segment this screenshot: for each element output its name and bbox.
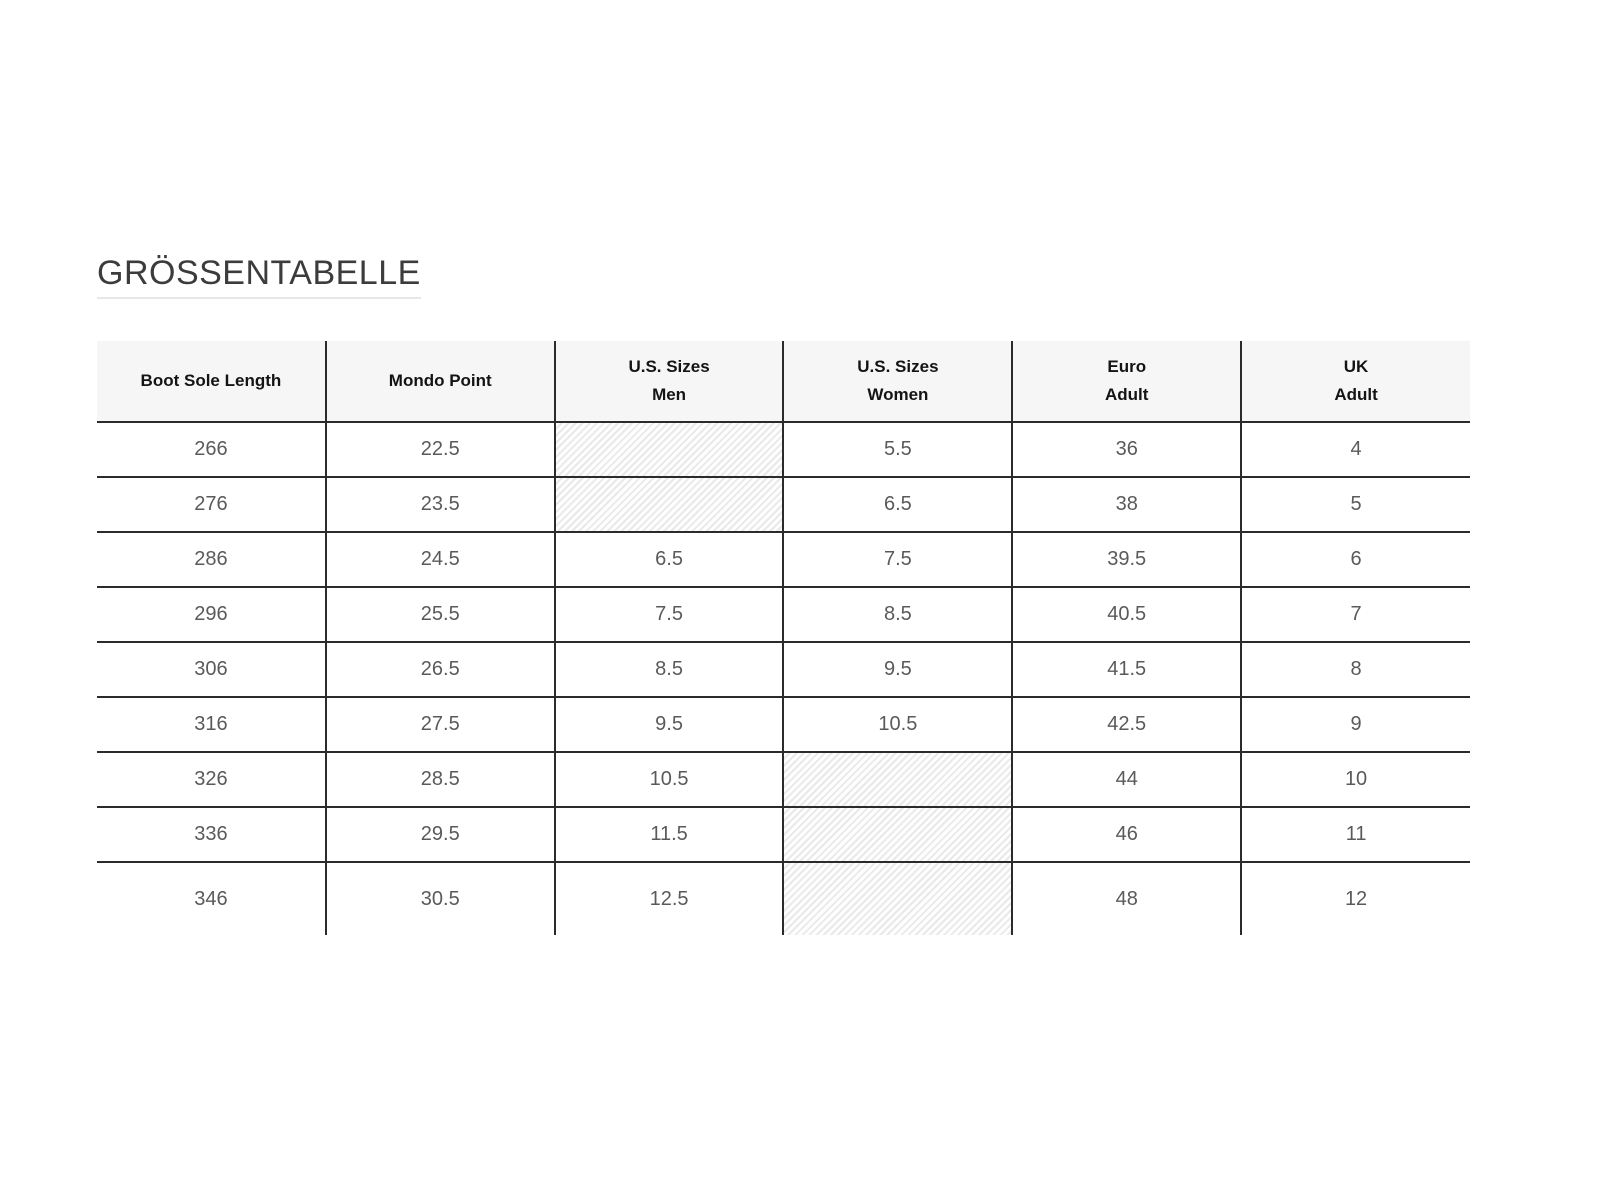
table-cell: 46 bbox=[1012, 807, 1241, 862]
header-row bbox=[97, 341, 1470, 422]
column-header-u-s-sizes-women bbox=[783, 341, 1012, 422]
table-cell: 10.5 bbox=[783, 697, 1012, 752]
table-cell: 306 bbox=[97, 642, 326, 697]
column-header-sublabel: Adult bbox=[1334, 385, 1378, 404]
table-cell: 6.5 bbox=[555, 532, 784, 587]
column-header-label: U.S. Sizes bbox=[857, 357, 939, 376]
table-cell-no-size bbox=[555, 422, 784, 477]
column-header-label: U.S. Sizes bbox=[628, 357, 710, 376]
table-cell: 12.5 bbox=[555, 862, 784, 935]
table-cell: 286 bbox=[97, 532, 326, 587]
table-row-4 bbox=[97, 642, 1470, 697]
column-header-u-s-sizes-men bbox=[555, 341, 784, 422]
table-cell: 5 bbox=[1241, 477, 1470, 532]
table-cell-no-size bbox=[783, 807, 1012, 862]
table-cell: 39.5 bbox=[1012, 532, 1241, 587]
table-cell: 24.5 bbox=[326, 532, 555, 587]
table-cell: 11.5 bbox=[555, 807, 784, 862]
table-cell: 9.5 bbox=[783, 642, 1012, 697]
column-header-label: UK bbox=[1343, 357, 1369, 376]
table-cell: 10 bbox=[1241, 752, 1470, 807]
table-cell: 6 bbox=[1241, 532, 1470, 587]
table-cell: 336 bbox=[97, 807, 326, 862]
column-header-euro-adult bbox=[1012, 341, 1241, 422]
table-row-7 bbox=[97, 807, 1470, 862]
table-cell: 30.5 bbox=[326, 862, 555, 935]
table-cell: 8.5 bbox=[783, 587, 1012, 642]
table-cell-no-size bbox=[783, 862, 1012, 935]
table-cell: 266 bbox=[97, 422, 326, 477]
table-cell: 5.5 bbox=[783, 422, 1012, 477]
table-row-5 bbox=[97, 697, 1470, 752]
table-cell: 326 bbox=[97, 752, 326, 807]
table-cell: 276 bbox=[97, 477, 326, 532]
table-cell: 6.5 bbox=[783, 477, 1012, 532]
table-cell: 296 bbox=[97, 587, 326, 642]
table-cell: 29.5 bbox=[326, 807, 555, 862]
table-cell: 26.5 bbox=[326, 642, 555, 697]
table-cell: 8 bbox=[1241, 642, 1470, 697]
table-cell: 28.5 bbox=[326, 752, 555, 807]
table-cell: 346 bbox=[194, 887, 228, 910]
table-cell-no-size bbox=[555, 477, 784, 532]
table-cell: 7.5 bbox=[555, 587, 784, 642]
column-header-label: Mondo Point bbox=[388, 371, 492, 390]
column-header-label: Boot Sole Length bbox=[140, 371, 282, 390]
table-cell: 38 bbox=[1012, 477, 1241, 532]
size-table-body bbox=[97, 422, 1470, 935]
table-cell: 41.5 bbox=[1012, 642, 1241, 697]
table-cell: 42.5 bbox=[1012, 697, 1241, 752]
table-cell: 25.5 bbox=[326, 587, 555, 642]
column-header-sublabel: Men bbox=[652, 385, 687, 404]
table-row-2 bbox=[97, 532, 1470, 587]
table-cell: 4 bbox=[1241, 422, 1470, 477]
table-row-6 bbox=[97, 752, 1470, 807]
page-title: GRÖSSENTABELLE bbox=[97, 254, 421, 299]
table-cell: 9 bbox=[1241, 697, 1470, 752]
column-header-sublabel: Adult bbox=[1105, 385, 1149, 404]
table-cell: 40.5 bbox=[1012, 587, 1241, 642]
size-table bbox=[97, 341, 1470, 935]
table-cell: 48 bbox=[1012, 862, 1241, 935]
table-row-3 bbox=[97, 587, 1470, 642]
table-cell: 316 bbox=[97, 697, 326, 752]
column-header-label: Euro bbox=[1107, 357, 1147, 376]
table-cell: 23.5 bbox=[326, 477, 555, 532]
size-table-head bbox=[97, 341, 1470, 422]
table-cell-no-size bbox=[783, 752, 1012, 807]
table-cell: 7.5 bbox=[783, 532, 1012, 587]
table-cell: 11 bbox=[1241, 807, 1470, 862]
table-row-8 bbox=[97, 862, 1470, 935]
table-cell: 12 bbox=[1241, 862, 1470, 935]
column-header-mondo-point bbox=[326, 341, 555, 422]
table-row-1 bbox=[97, 477, 1470, 532]
table-cell: 7 bbox=[1241, 587, 1470, 642]
column-header-boot-sole-length bbox=[97, 341, 326, 422]
table-row-0 bbox=[97, 422, 1470, 477]
table-cell: 22.5 bbox=[326, 422, 555, 477]
table-cell: 8.5 bbox=[555, 642, 784, 697]
column-header-uk-adult bbox=[1241, 341, 1470, 422]
table-cell: 9.5 bbox=[555, 697, 784, 752]
column-header-sublabel: Women bbox=[867, 385, 929, 404]
table-cell: 36 bbox=[1012, 422, 1241, 477]
table-cell: 44 bbox=[1012, 752, 1241, 807]
table-cell: 27.5 bbox=[326, 697, 555, 752]
table-cell: 10.5 bbox=[555, 752, 784, 807]
